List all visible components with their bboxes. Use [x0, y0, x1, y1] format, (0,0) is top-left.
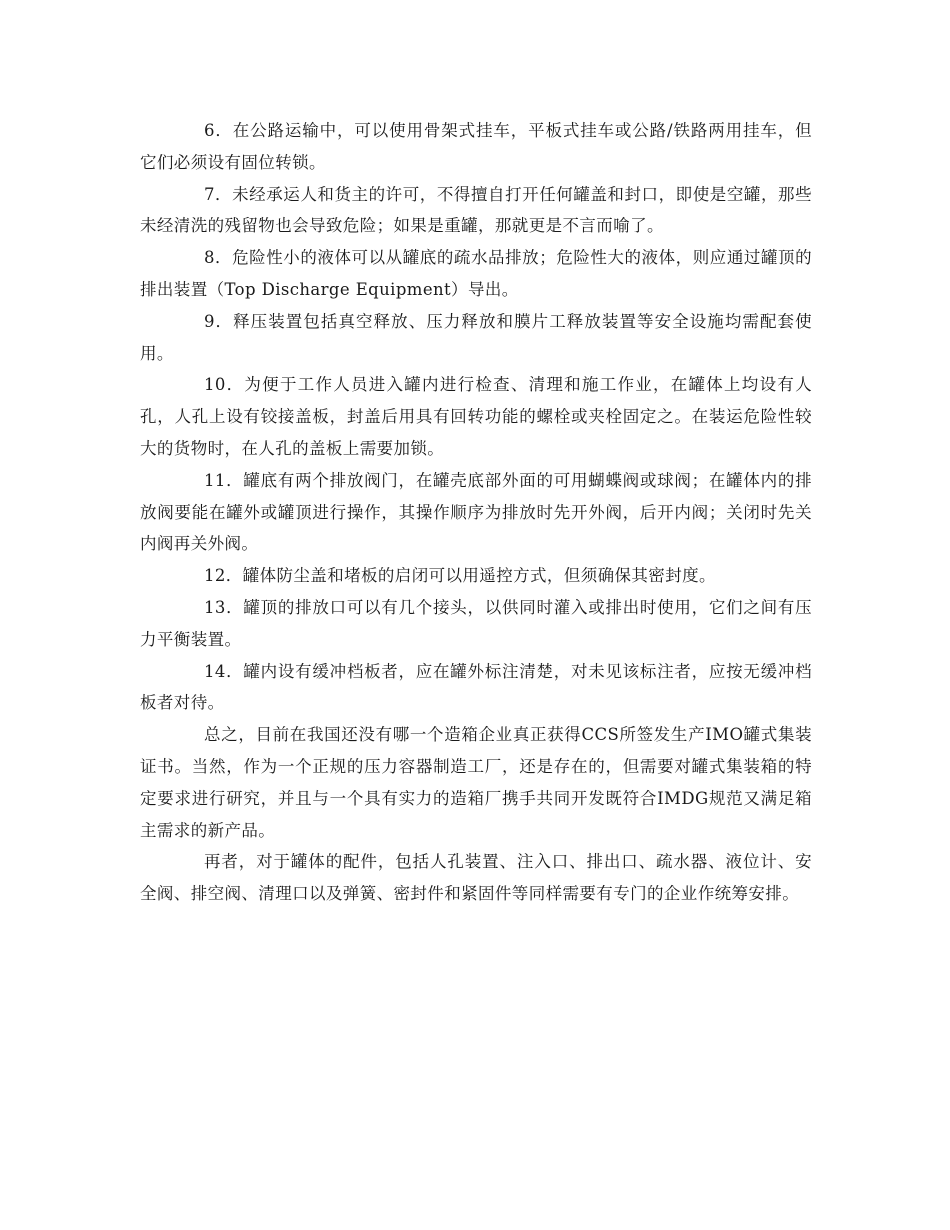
paragraph-item-9: 9．释压装置包括真空释放、压力释放和膜片工释放装置等安全设施均需配套使用。: [140, 311, 812, 363]
paragraph-item-14: 14．罐内设有缓冲档板者，应在罐外标注清楚，对未见该标注者，应按无缓冲档板者对待。: [140, 661, 812, 713]
document-body: [140, 115, 812, 910]
paragraph-item-10: 10．为便于工作人员进入罐内进行检查、清理和施工作业，在罐体上均设有人孔，人孔上设有铰接盖板，封盖后用具有回转功能的螺栓或夹栓固定之。在装运危险性较大的货物时，在人孔的盖板上需要加锁。: [140, 375, 812, 458]
paragraph-item-8: 8．危险性小的液体可以从罐底的疏水品排放；危险性大的液体，则应通过罐顶的排出装置（Top Discharge Equipment）导出。: [140, 248, 812, 299]
paragraph-fittings: 再者，对于罐体的配件，包括人孔装置、注入口、排出口、疏水器、液位计、安全阀、排空阀、清理口以及弹簧、密封件和紧固件等同样需要有专门的企业作统筹安排。: [140, 852, 812, 904]
paragraph-item-11: 11．罐底有两个排放阀门，在罐壳底部外面的可用蝴蝶阀或球阀；在罐体内的排放阀要能在罐外或罐顶进行操作，其操作顺序为排放时先开外阀，后开内阀；关闭时先关内阀再关外阀。: [140, 470, 812, 554]
paragraph-item-13: 13．罐顶的排放口可以有几个接头，以供同时灌入或排出时使用，它们之间有压力平衡装置。: [140, 597, 812, 649]
paragraph-item-7: 7．未经承运人和货主的许可，不得擅自打开任何罐盖和封口，即使是空罐，那些未经清洗的残留物也会导致危险；如果是重罐，那就更是不言而喻了。: [140, 184, 812, 236]
paragraph-item-6: 6．在公路运输中，可以使用骨架式挂车，平板式挂车或公路/铁路两用挂车，但它们必须设有固位转锁。: [140, 121, 812, 172]
paragraph-summary: 总之，目前在我国还没有哪一个造箱企业真正获得CCS所签发生产IMO罐式集装证书。当然，作为一个正规的压力容器制造工厂，还是存在的，但需要对罐式集装箱的特定要求进行研究，并且与一个具有实力的造箱厂携手共同开发既符合IMDG规范又满足箱主需求的新产品。: [140, 725, 812, 840]
paragraph-item-12: 12．罐体防尘盖和堵板的启闭可以用遥控方式，但须确保其密封度。: [204, 566, 716, 586]
